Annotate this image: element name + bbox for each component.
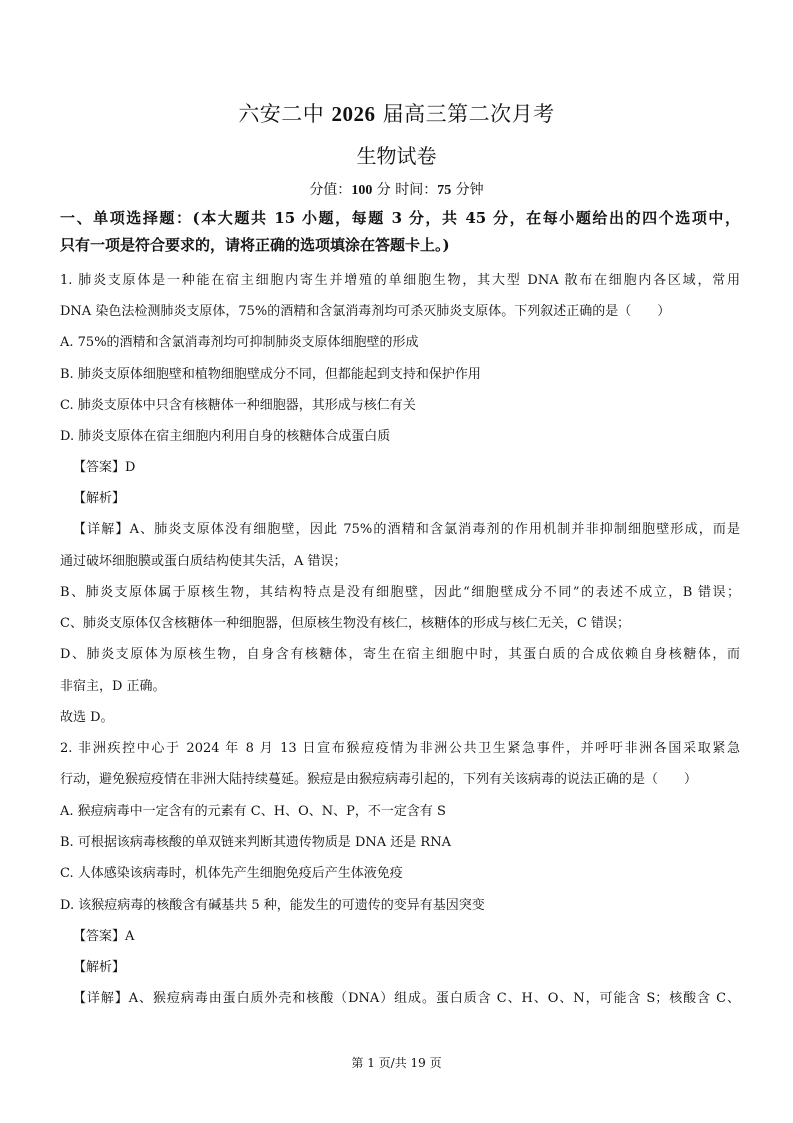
section-heading-line2: 只有一项是符合要求的，请将正确的选项填涂在答题卡上。) (60, 236, 450, 254)
page-footer: 第 1 页/共 19 页 (351, 1056, 442, 1070)
time-unit: 分钟 (451, 182, 484, 198)
q1-conclusion: 故选 D。 (60, 710, 114, 725)
q2-option-a: A. 猴痘病毒中一定含有的元素有 C、H、O、N、P，不一定含有 S (60, 804, 446, 819)
q1-stem-line2: DNA 染色法检测肺炎支原体，75%的酒精和含氯消毒剂均可杀灭肺炎支原体。下列叙述正确的是（ ） (60, 304, 671, 319)
q2-answer: 【答案】A (73, 929, 135, 944)
q2-option-c: C. 人体感染该病毒时，机体先产生细胞免疫后产生体液免疫 (60, 866, 403, 881)
q1-answer: 【答案】D (73, 460, 136, 475)
exam-subject: 生物试卷 (356, 144, 437, 168)
title-school: 六安二中 (238, 102, 332, 126)
time-label: 分 时间： (372, 182, 438, 198)
q1-explanation-line1: 【详解】A、肺炎支原体没有细胞壁，因此 75%的酒精和含氯消毒剂的作用机制并非抑制细胞壁形成，而是 (73, 522, 740, 537)
q1-analysis-label: 【解析】 (73, 491, 126, 506)
q2-option-b: B. 可根据该病毒核酸的单双链来判断其遗传物质是 DNA 还是 RNA (60, 835, 451, 850)
score-label: 分值： (309, 182, 352, 198)
title-exam: 届高三第二次月考 (375, 102, 555, 126)
q1-explanation-line6: 非宿主，D 正确。 (60, 679, 166, 694)
title-year: 2026 (331, 102, 376, 126)
q2-stem-line1: 2. 非洲疾控中心于 2024 年 8 月 13 日宣布猴痘疫情为非洲公共卫生紧急事件，并呼吁非洲各国采取紧急 (60, 741, 740, 756)
q1-option-a: A. 75%的酒精和含氯消毒剂均可抑制肺炎支原体细胞壁的形成 (60, 335, 419, 350)
time-value: 75 (437, 183, 452, 198)
q2-explanation-line1: 【详解】A、猴痘病毒由蛋白质外壳和核酸（DNA）组成。蛋白质含 C、H、O、N，可能含 S；核酸含 C、 (73, 991, 740, 1006)
q1-explanation-line4: C、肺炎支原体仅含核糖体一种细胞器，但原核生物没有核仁，核糖体的形成与核仁无关，C 错误； (60, 616, 631, 631)
q2-analysis-label: 【解析】 (73, 960, 126, 975)
exam-meta (0, 179, 793, 199)
q1-explanation-line5: D、肺炎支原体为原核生物，自身含有核糖体，寄生在宿主细胞中时，其蛋白质的合成依赖自身核糖体，而 (60, 647, 740, 662)
section-heading-line1: 一、单项选择题：(本大题共 15 小题，每题 3 分，共 45 分，在每小题给出的四个选项中， (60, 209, 740, 227)
q1-option-d: D. 肺炎支原体在宿主细胞内利用自身的核糖体合成蛋白质 (60, 429, 391, 444)
score-value: 100 (351, 183, 373, 198)
q1-option-b: B. 肺炎支原体细胞壁和植物细胞壁成分不同，但都能起到支持和保护作用 (60, 367, 481, 382)
section-heading (60, 205, 740, 259)
q1-explanation-line2: 通过破坏细胞膜或蛋白质结构使其失活，A 错误； (60, 554, 347, 569)
q2-stem-line2: 行动，避免猴痘疫情在非洲大陆持续蔓延。猴痘是由猴痘病毒引起的，下列有关该病毒的说法正确的是（ ） (60, 772, 698, 787)
exam-title (0, 98, 793, 128)
q2-option-d: D. 该猴痘病毒的核酸含有碱基共 5 种，能发生的可遗传的变异有基因突变 (60, 898, 485, 913)
q1-option-c: C. 肺炎支原体中只含有核糖体一种细胞器，其形成与核仁有关 (60, 398, 416, 413)
q1-explanation-line3: B、肺炎支原体属于原核生物，其结构特点是没有细胞壁，因此“细胞壁成分不同”的表述不成立，B 错误； (60, 585, 740, 600)
q1-stem-line1: 1. 肺炎支原体是一种能在宿主细胞内寄生并增殖的单细胞生物，其大型 DNA 散布在细胞内各区域，常用 (60, 273, 740, 288)
